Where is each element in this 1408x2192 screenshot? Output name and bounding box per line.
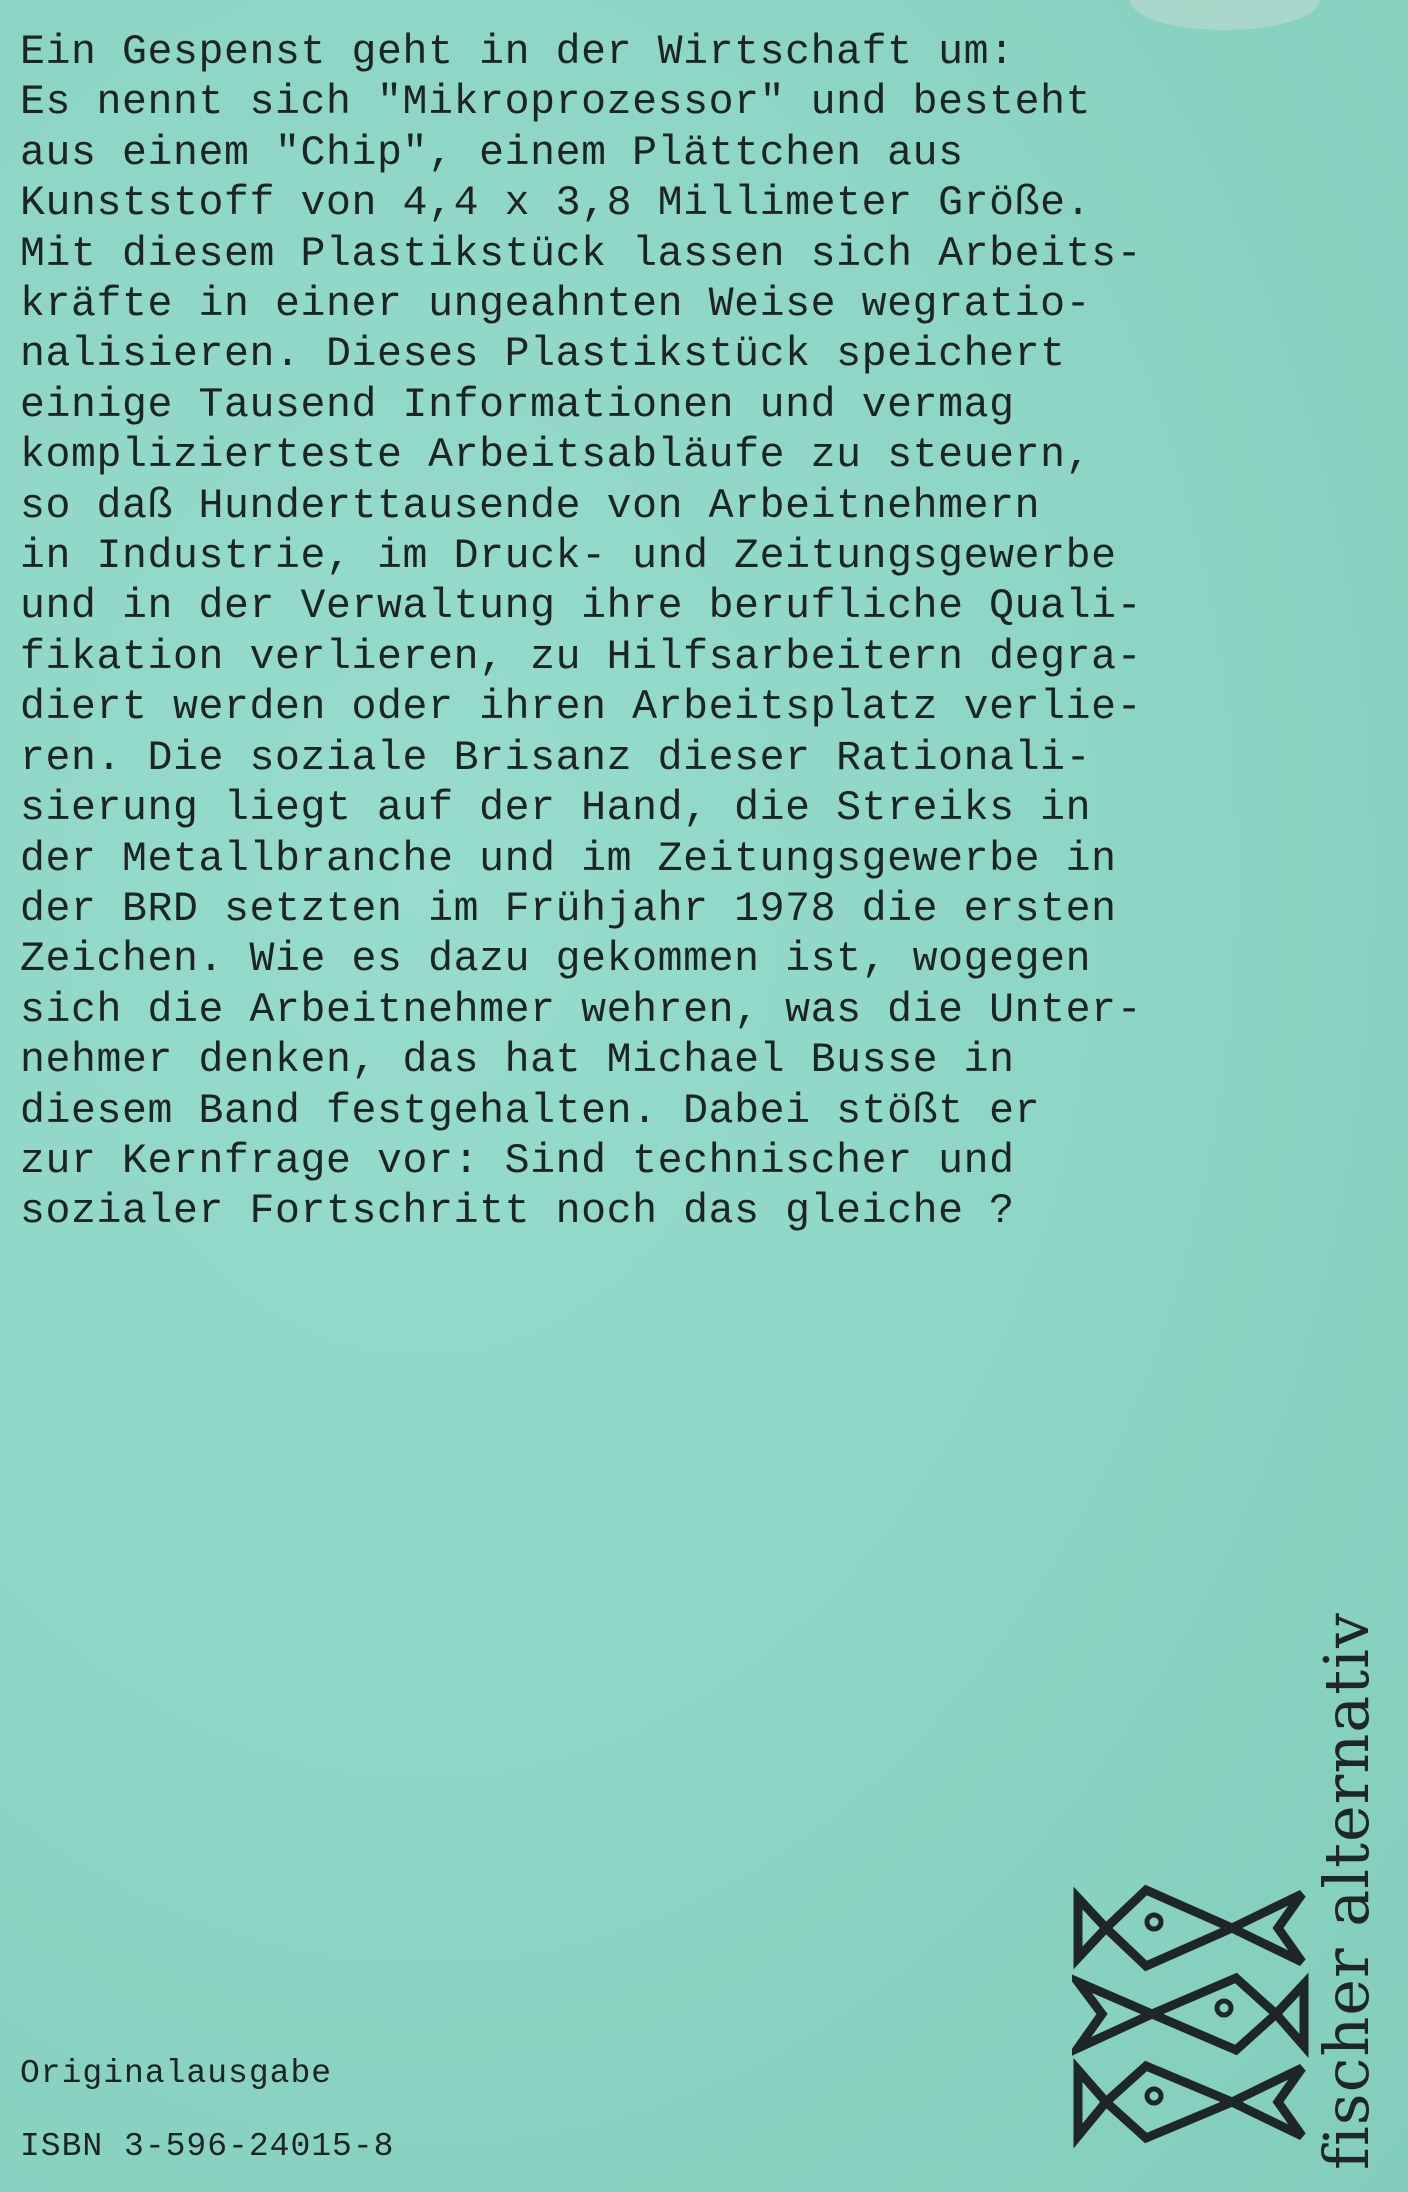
fish-bottom-eye [1147,2089,1161,2103]
blurb-line: diert werden oder ihren Arbeitsplatz verlie- [20,684,1143,732]
blurb-line: zur Kernfrage vor: Sind technischer und [20,1137,1015,1185]
blurb-line: Zeichen. Wie es dazu gekommen ist, wogegen [20,936,1092,984]
fish-middle-eye [1217,2001,1231,2015]
blurb-line: nehmer denken, das hat Michael Busse in [20,1037,1015,1085]
edition-label: Originalausgabe [20,2055,333,2092]
blurb-line: sich die Arbeitnehmer wehren, was die Unter- [20,986,1143,1034]
fish-middle [1078,1978,1276,2050]
blurb-line: diesem Band festgehalten. Dabei stößt er [20,1087,1041,1135]
fish-middle-tail [1276,1984,1304,2046]
blurb-line: aus einem "Chip", einem Plättchen aus [20,129,964,177]
blurb-line: einige Tausend Informationen und vermag [20,381,1015,429]
blurb-line: Ein Gespenst geht in der Wirtschaft um: [20,29,1015,76]
blurb-line: und in der Verwaltung ihre berufliche Quali- [20,583,1143,631]
blurb-line: in Industrie, im Druck- und Zeitungsgewerbe [20,533,1117,581]
blurb-line: kräfte in einer ungeahnten Weise wegratio- [20,281,1092,329]
blurb-line: sierung liegt auf der Hand, die Streiks in [20,785,1092,833]
sticker-residue [1130,0,1320,30]
blurb-line: ren. Die soziale Brisanz dieser Rationali- [20,734,1092,782]
blurb-line: sozialer Fortschritt noch das gleiche ? [20,1188,1015,1236]
three-fish-logo-icon [1072,1880,1310,2148]
blurb-line: Mit diesem Plastikstück lassen sich Arbeits- [20,230,1143,278]
blurb-line: Kunststoff von 4,4 x 3,8 Millimeter Größe. [20,180,1092,228]
blurb-line: so daß Hunderttausende von Arbeitnehmern [20,482,1041,530]
isbn-number: ISBN 3-596-24015-8 [20,2128,395,2165]
series-title: fischer alternativ [1310,1612,1383,2170]
blurb-text [20,28,1400,1238]
blurb-line: komplizierteste Arbeitsabläufe zu steuern, [20,432,1092,480]
blurb-line: der BRD setzten im Frühjahr 1978 die ersten [20,885,1117,933]
blurb-line: nalisieren. Dieses Plastikstück speichert [20,331,1066,379]
blurb-line: der Metallbranche und im Zeitungsgewerbe in [20,835,1117,883]
blurb-line: fikation verlieren, zu Hilfsarbeitern degra- [20,633,1143,681]
fish-top-eye [1147,1915,1161,1929]
blurb-line: Es nennt sich "Mikroprozessor" und besteht [20,79,1092,127]
